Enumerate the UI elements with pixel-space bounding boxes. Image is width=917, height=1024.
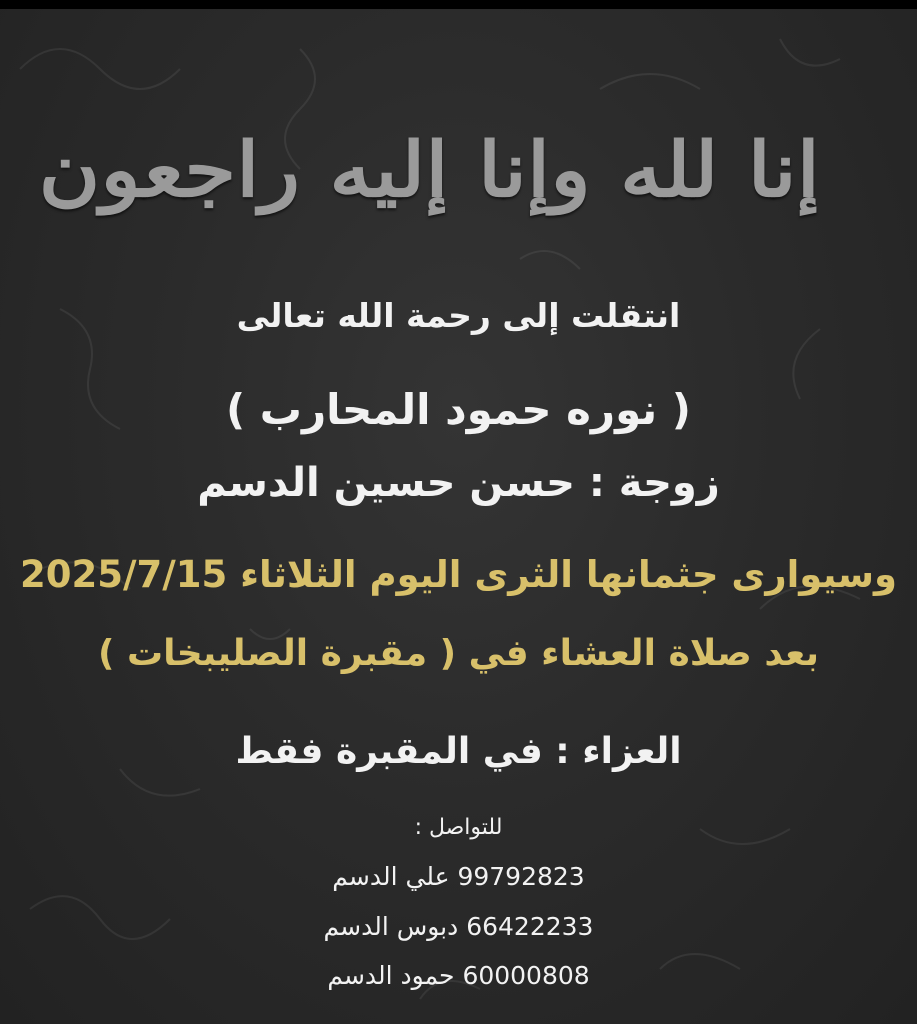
condolence-line: العزاء : في المقبرة فقط <box>235 731 682 772</box>
contact-item: 99792823 علي الدسم <box>332 862 585 891</box>
burial-place-line: بعد صلاة العشاء في ( مقبرة الصليبخات ) <box>98 633 819 674</box>
deceased-name: ( نوره حمود المحارب ) <box>225 385 691 434</box>
announcement-text: انتقلت إلى رحمة الله تعالى <box>236 296 681 335</box>
quran-verse-calligraphy: إنا لله وإنا إليه راجعون <box>38 125 820 215</box>
contact-label: للتواصل : <box>414 815 503 840</box>
contact-item: 60000808 حمود الدسم <box>327 961 590 990</box>
spouse-line: زوجة : حسن حسين الدسم <box>197 460 720 506</box>
burial-date-line: وسيوارى جثمانها الثرى اليوم الثلاثاء 2025/7/15 <box>20 553 897 596</box>
status-bar-strip <box>0 0 917 9</box>
contact-item: 66422233 دبوس الدسم <box>323 912 594 941</box>
